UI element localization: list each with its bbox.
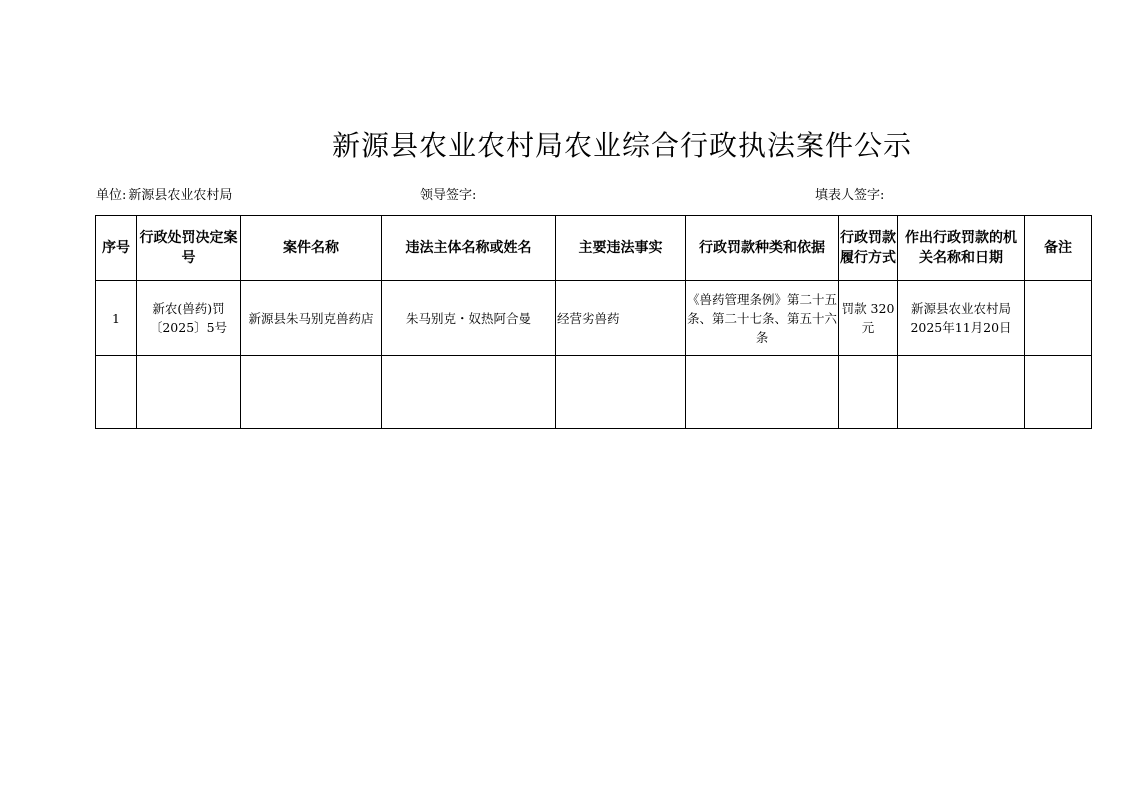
header-case-name: 案件名称	[241, 216, 382, 281]
unit-line	[96, 184, 232, 203]
cell-index	[96, 356, 137, 429]
cell-facts: 经营劣兽药	[556, 281, 686, 356]
table-header-row	[96, 216, 1092, 281]
cell-case-number: 新农(兽药)罚〔2025〕5号	[137, 281, 241, 356]
header-authority-date: 作出行政罚款的机关名称和日期	[898, 216, 1025, 281]
cell-subject	[382, 356, 556, 429]
header-case-number: 行政处罚决定案号	[137, 216, 241, 281]
filler-signature-line	[815, 184, 884, 203]
header-method: 行政罚款履行方式	[839, 216, 898, 281]
page-title: 新源县农业农村局农业综合行政执法案件公示	[331, 129, 912, 162]
cell-method: 罚款 320 元	[839, 281, 898, 356]
cell-method	[839, 356, 898, 429]
filler-signature-label: 填表人签字:	[815, 188, 885, 203]
unit-value: 新源县农业农村局	[128, 188, 233, 203]
cell-remark	[1025, 281, 1092, 356]
cell-subject: 朱马别克・奴热阿合曼	[382, 281, 556, 356]
cell-case-number	[137, 356, 241, 429]
case-table	[95, 215, 1092, 429]
unit-label: 单位:	[96, 188, 127, 203]
cell-index: 1	[96, 281, 137, 356]
cell-basis: 《兽药管理条例》第二十五条、第二十七条、第五十六条	[686, 281, 839, 356]
cell-case-name	[241, 356, 382, 429]
leader-signature-label: 领导签字:	[420, 188, 477, 203]
table-row	[96, 356, 1092, 429]
header-basis: 行政罚款种类和依据	[686, 216, 839, 281]
cell-authority-date: 新源县农业农村局2025年11月20日	[898, 281, 1025, 356]
leader-signature-line	[420, 184, 476, 203]
cell-case-name: 新源县朱马别克兽药店	[241, 281, 382, 356]
cell-facts	[556, 356, 686, 429]
cell-remark	[1025, 356, 1092, 429]
header-subject: 违法主体名称或姓名	[382, 216, 556, 281]
header-index: 序号	[96, 216, 137, 281]
header-remark: 备注	[1025, 216, 1092, 281]
cell-authority-date	[898, 356, 1025, 429]
cell-basis	[686, 356, 839, 429]
table-row	[96, 281, 1092, 356]
header-facts: 主要违法事实	[556, 216, 686, 281]
